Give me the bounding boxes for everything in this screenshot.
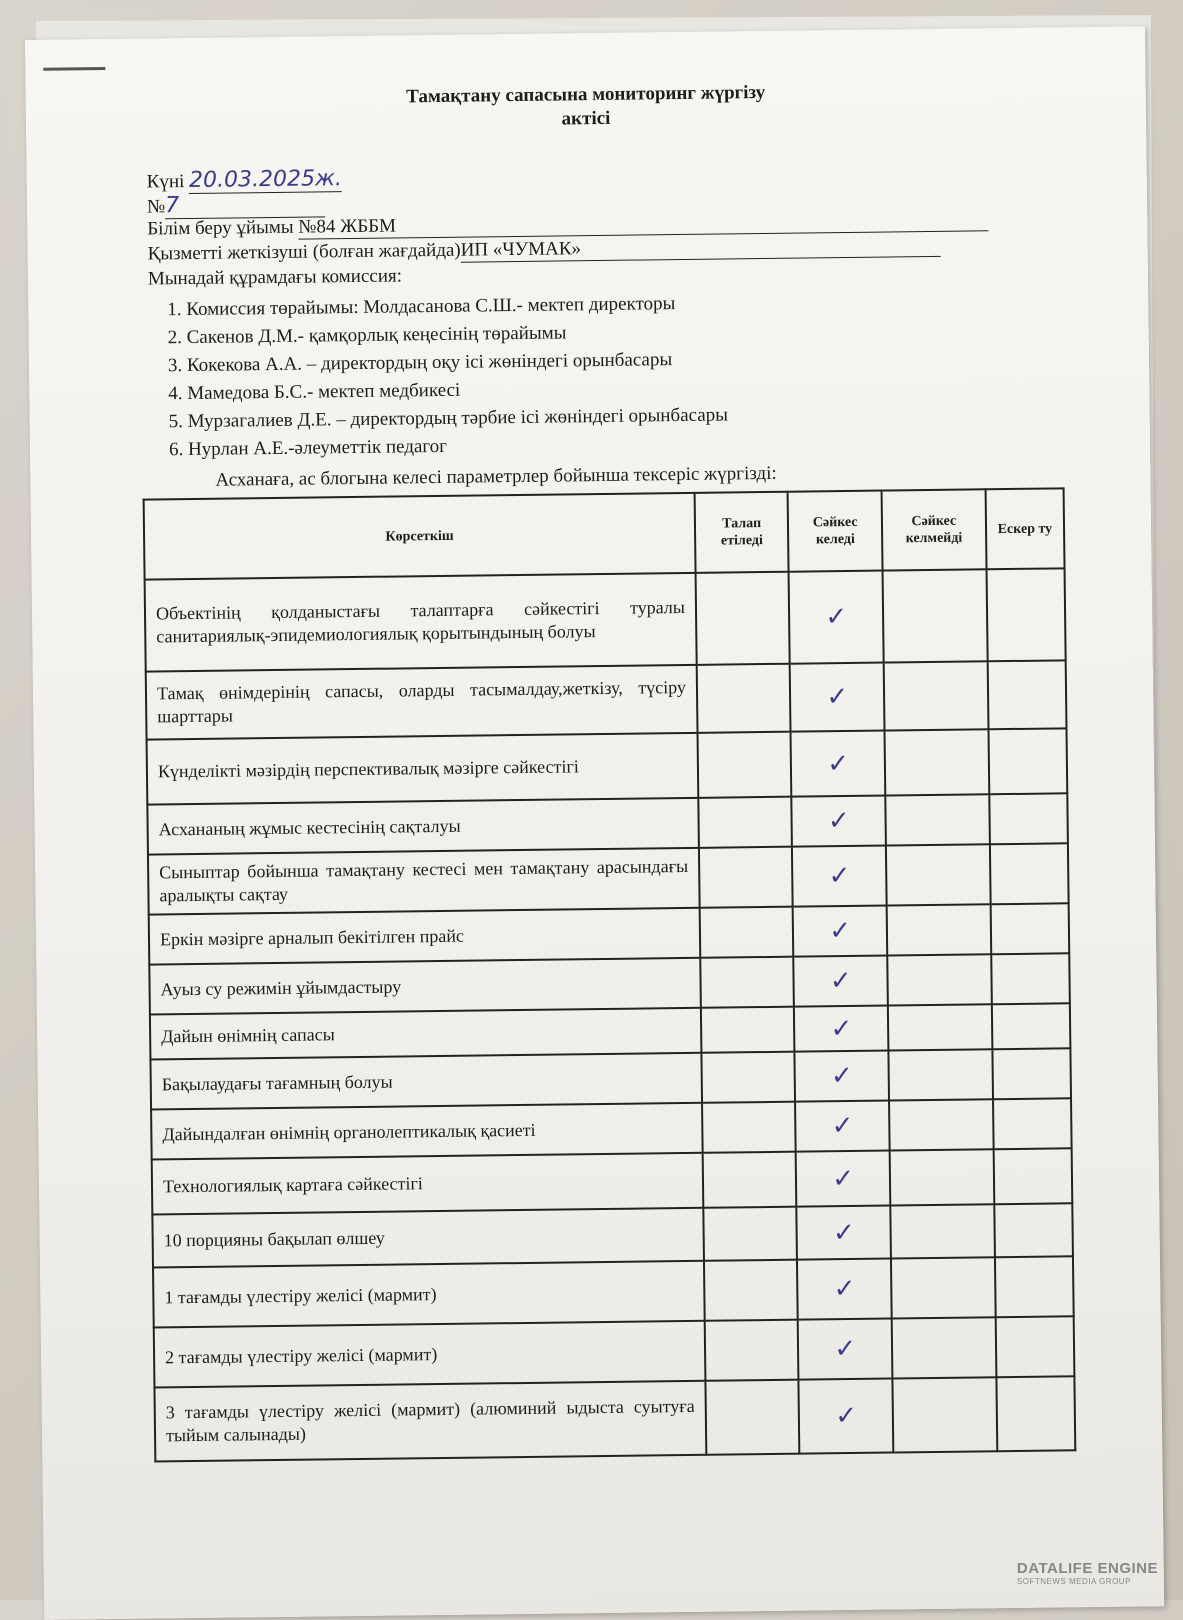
member-item: 5. Мурзагалиев Д.Е. – директордың тәрбие ісі жөніндегі орынбасары (188, 401, 729, 436)
indicator-cell: Бақылаудағы тағамның болуы (150, 1053, 702, 1110)
note-cell (991, 953, 1070, 1004)
commission-label: Мынадай құрамдағы комиссия: (147, 265, 403, 290)
date-value: 20.03.2025ж. (188, 166, 343, 194)
check-mark-icon: ✓ (834, 1333, 857, 1365)
complies-cell (795, 1051, 889, 1102)
required-cell (702, 1102, 796, 1153)
supplier-value: ИП «ЧУМАК» (461, 234, 941, 263)
check-mark-icon: ✓ (832, 1217, 855, 1248)
indicator-cell: Тамақ өнімдерінің сапасы, оларды тасымалдау,жеткізу, түсіру шарттары (146, 665, 698, 740)
complies-cell (794, 1006, 888, 1052)
complies-cell (789, 571, 884, 664)
supplier-line: Қызметті жеткізуші (болған жағдайда)ИП «ЧУМАК» (147, 234, 940, 267)
complies-cell (790, 663, 884, 732)
member-item: 1. Комиссия төрайымы: Молдасанова С.Ш.- мектеп директоры (186, 289, 727, 324)
required-cell (697, 664, 791, 733)
indicator-cell: Еркін мәзірге арналып бекітілген прайс (149, 908, 701, 965)
indicator-cell: 10 порцияны бақылап өлшеу (152, 1208, 704, 1268)
header-indicator: Көрсеткіш (144, 493, 696, 580)
table-row (145, 568, 1066, 671)
complies-cell (792, 796, 886, 847)
org-value: №84 ЖББМ (298, 208, 988, 239)
indicator-cell: Дайын өнімнің сапасы (150, 1008, 701, 1060)
indicator-cell: Асхананың жұмыс кестесінің сақталуы (147, 798, 699, 855)
required-cell (704, 1260, 798, 1321)
required-cell (700, 907, 794, 958)
note-cell (993, 1148, 1072, 1204)
note-cell (996, 1376, 1075, 1451)
note-cell (989, 793, 1068, 844)
intro-text: Асханаға, ас блогына келесі параметрлер бойынша тексеріс жүргізді: (215, 462, 777, 491)
not-complies-cell (887, 904, 991, 955)
complies-cell (799, 1379, 893, 1454)
complies-cell (794, 956, 888, 1007)
number-value: 7 (165, 191, 325, 219)
note-cell (990, 903, 1069, 954)
note-cell (990, 843, 1069, 904)
not-complies-cell (885, 794, 989, 845)
not-complies-cell (888, 1004, 992, 1050)
required-cell (697, 732, 791, 798)
required-cell (701, 1052, 795, 1103)
not-complies-cell (890, 1149, 994, 1205)
not-complies-cell (885, 729, 989, 795)
check-mark-icon: ✓ (829, 915, 852, 947)
indicator-cell: Ауыз су режимін ұйымдастыру (149, 958, 701, 1015)
note-cell (988, 728, 1067, 794)
table-row (154, 1316, 1075, 1387)
number-line: №7 (147, 191, 325, 219)
check-mark-icon: ✓ (830, 1060, 854, 1092)
complies-cell (796, 1101, 890, 1152)
required-cell (698, 797, 792, 848)
not-complies-cell (886, 844, 990, 905)
indicator-cell: 1 тағамды үлестіру желісі (мармит) (153, 1261, 705, 1328)
note-cell (995, 1256, 1074, 1317)
not-complies-cell (883, 569, 988, 662)
table-row (153, 1256, 1074, 1327)
check-mark-icon: ✓ (825, 601, 848, 633)
member-item: 2. Сакенов Д.М.- қамқорлық кеңесінің төрайымы (186, 317, 727, 352)
check-mark-icon: ✓ (829, 965, 852, 997)
header-note: Ескер ту (985, 488, 1064, 569)
not-complies-cell (890, 1204, 994, 1258)
note-cell (994, 1203, 1073, 1257)
check-mark-icon: ✓ (835, 1400, 858, 1432)
indicator-cell: Күнделікті мәзірдің перспективалық мәзірге сәйкестігі (147, 733, 699, 805)
not-complies-cell (891, 1257, 995, 1318)
not-complies-cell (889, 1099, 993, 1150)
note-cell (987, 660, 1066, 729)
org-line: Білім беру ұйымы №84 ЖББМ (147, 208, 988, 241)
header-complies: Сәйкес келеді (788, 491, 882, 572)
document-page (25, 26, 1164, 1620)
pen-mark (43, 67, 105, 71)
member-item: 4. Мамедова Б.С.- мектеп медбикесі (187, 373, 728, 408)
check-mark-icon: ✓ (833, 1273, 856, 1305)
complies-cell (797, 1206, 891, 1260)
inspection-table (143, 487, 1077, 1462)
header-not-complies: Сәйкес келмейді (882, 489, 987, 570)
check-mark-icon: ✓ (827, 748, 850, 779)
indicator-cell: Объектінің қолданыстағы талаптарға сәйкестігі туралы санитариялық-эпидемиологиялық қорытындының болуы (145, 573, 697, 672)
required-cell (703, 1152, 797, 1208)
check-mark-icon: ✓ (827, 805, 850, 837)
indicator-cell: 2 тағамды үлестіру желісі (мармит) (154, 1321, 706, 1388)
not-complies-cell (887, 954, 991, 1005)
complies-cell (792, 846, 886, 907)
table-header-row (144, 488, 1065, 579)
complies-cell (796, 1151, 890, 1207)
note-cell (992, 1003, 1071, 1049)
required-cell (701, 1007, 795, 1053)
check-mark-icon: ✓ (826, 681, 849, 713)
not-complies-cell (892, 1317, 996, 1378)
note-cell (986, 568, 1065, 661)
check-mark-icon: ✓ (831, 1110, 854, 1142)
check-mark-icon: ✓ (828, 860, 851, 892)
not-complies-cell (888, 1049, 992, 1100)
table-row (146, 660, 1067, 739)
header-required: Талап етіледі (695, 492, 789, 573)
not-complies-cell (892, 1377, 997, 1452)
table-row (154, 1376, 1075, 1461)
note-cell (992, 1048, 1071, 1099)
note-cell (993, 1098, 1072, 1149)
complies-cell (798, 1319, 892, 1380)
complies-cell (791, 731, 885, 797)
date-line: Күні 20.03.2025ж. (146, 166, 343, 194)
member-item: 3. Кокекова А.А. – директордың оқу ісі жөніндегі орынбасары (187, 345, 728, 380)
note-cell (995, 1316, 1074, 1377)
table-row (147, 728, 1068, 804)
required-cell (703, 1207, 797, 1261)
indicator-cell: Технологиялық картаға сәйкестігі (152, 1153, 704, 1215)
indicator-cell: Сыныптар бойынша тамақтану кестесі мен тамақтану арасындағы аралықты сақтау (148, 848, 700, 915)
not-complies-cell (884, 661, 989, 730)
complies-cell (797, 1259, 891, 1320)
required-cell (699, 847, 793, 908)
member-item: 6. Нурлан А.Е.-әлеуметтік педагог (188, 429, 729, 464)
required-cell (705, 1320, 799, 1381)
watermark: DATALIFE ENGINE SOFTNEWS MEDIA GROUP (1016, 1560, 1158, 1586)
document-title: Тамақтану сапасына мониторинг жүргізу актісі (406, 81, 766, 130)
commission-list (148, 289, 728, 464)
table-row (148, 843, 1069, 914)
indicator-cell: Дайындалған өнімнің органолептикалық қасиеті (151, 1103, 703, 1160)
check-mark-icon: ✓ (832, 1163, 855, 1194)
check-mark-icon: ✓ (830, 1013, 853, 1044)
indicator-cell: 3 тағамды үлестіру желісі (мармит) (алюминий ыдыста суытуға тыйым салынады) (154, 1381, 706, 1462)
required-cell (705, 1380, 799, 1455)
required-cell (700, 957, 794, 1008)
required-cell (696, 572, 791, 665)
complies-cell (793, 906, 887, 957)
